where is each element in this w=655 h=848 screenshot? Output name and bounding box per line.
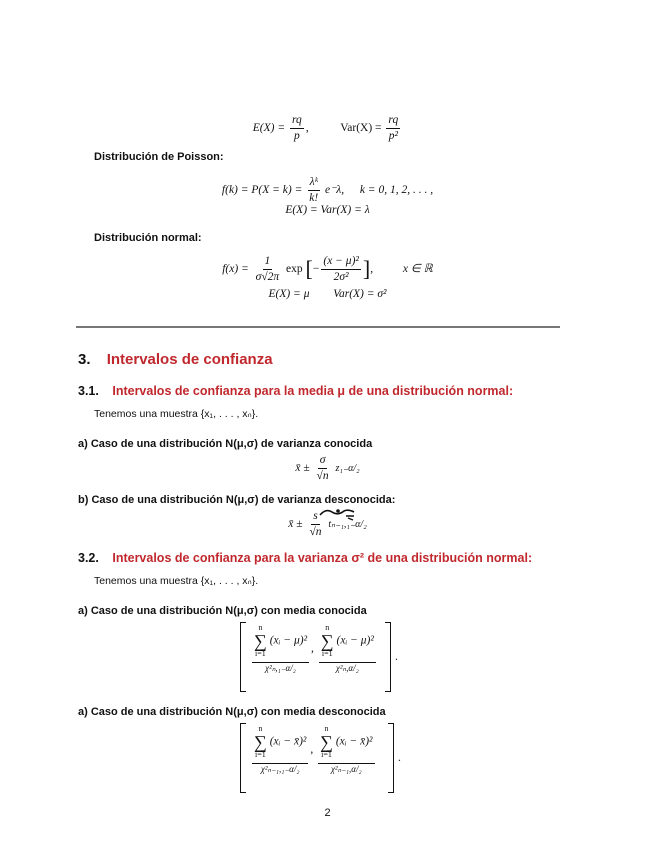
normal-inner-frac: $\frac{\text{(x − μ)²}}{\text{2σ²}}$ bbox=[323, 255, 359, 283]
case-a-known-mean: a) Caso de una distribución N(μ,σ) con media conocida bbox=[78, 605, 367, 617]
poisson-frac: $\frac{\text{λᵏ}}{k!}$ bbox=[309, 176, 319, 204]
poisson-heading: Distribución de Poisson: bbox=[94, 151, 224, 163]
right-bracket-2 bbox=[388, 723, 394, 793]
case-b-frac: $\frac{s}{√n}$ bbox=[309, 510, 322, 538]
case-a-frac: $\frac{\sigma}{√n}$ bbox=[316, 454, 329, 482]
case-b-unknown-variance: b) Caso de una distribución N(μ,σ) de varianza desconocida: bbox=[78, 494, 396, 506]
left-bracket bbox=[240, 622, 246, 692]
geom-var-label: Var(X) = bbox=[340, 121, 382, 134]
subsection-3-1-heading: 3.1. Intervalos de confianza para la media μ de una distribución normal: bbox=[78, 384, 514, 398]
case-a-unknown-mean: a) Caso de una distribución N(μ,σ) con media desconocida bbox=[78, 706, 386, 718]
poisson-moments: E(X) = Var(X) = λ bbox=[285, 204, 370, 216]
section-divider bbox=[76, 326, 560, 328]
left-bracket-2 bbox=[240, 723, 246, 793]
sample-text-3-2: Tenemos una muestra {x₁, . . . , xₙ}. bbox=[94, 575, 259, 587]
section-3-heading: 3. Intervalos de confianza bbox=[78, 351, 273, 368]
normal-moments: E(X) = μ Var(X) = σ² bbox=[268, 288, 387, 300]
case-a-known-variance: a) Caso de una distribución N(μ,σ) de varianza conocida bbox=[78, 438, 373, 450]
variance-interval-unknown-mean: n ∑ i=1 (xᵢ − x̄)² χ²ₙ₋₁,₁₋α/₂ , n ∑ i=1 (xᵢ − x̄)² χ²ₙ₋₁,α/₂ bbox=[254, 724, 373, 774]
geom-mean-label: E(X) = bbox=[252, 121, 286, 134]
right-bracket bbox=[385, 622, 391, 692]
page-number: 2 bbox=[324, 807, 331, 819]
variance-interval-known-mean: n ∑ i=1 (xᵢ − μ)² χ²ₙ,₁₋α/₂ , n ∑ i=1 (xᵢ − μ)² χ²ₙ,α/₂ bbox=[254, 623, 374, 673]
geometric-moments: E(X) = $\frac{rq}{p}$ , Var(X) = $\frac{rq}{\text{p²}}$ bbox=[252, 114, 399, 142]
case-a-mean-formula: x̄ ± $\frac{\sigma}{√n}$ z₁₋α/₂ bbox=[295, 454, 360, 482]
geom-var-frac: $\frac{rq}{\text{p²}}$ bbox=[388, 114, 399, 142]
case-b-mean-formula: x̄ ± $\frac{s}{√n}$ tₙ₋₁,₁₋α/₂ bbox=[288, 510, 367, 538]
poisson-pmf: f(k) = P(X = k) = $\frac{\text{λᵏ}}{k!}$ e⁻λ, k = 0, 1, 2, . . . , bbox=[221, 176, 434, 204]
period-1: . bbox=[395, 651, 398, 663]
normal-heading: Distribución normal: bbox=[94, 232, 202, 244]
handwritten-annotation bbox=[318, 506, 358, 524]
subsection-3-2-heading: 3.2. Intervalos de confianza para la varianza σ² de una distribución normal: bbox=[78, 551, 533, 565]
period-2: . bbox=[398, 752, 401, 764]
normal-frac: $\frac{1}{\sigma√2\pi}$ bbox=[255, 255, 280, 283]
geom-mean-frac: $\frac{rq}{p}$ bbox=[292, 114, 302, 142]
normal-pdf: f(x) = $\frac{1}{\sigma√2\pi}$ exp [− $\frac{\text{(x − μ)²}}{\text{2σ²}}$ ], x ∈ ℝ bbox=[222, 255, 433, 283]
sample-text-3-1: Tenemos una muestra {x₁, . . . , xₙ}. bbox=[94, 408, 259, 420]
